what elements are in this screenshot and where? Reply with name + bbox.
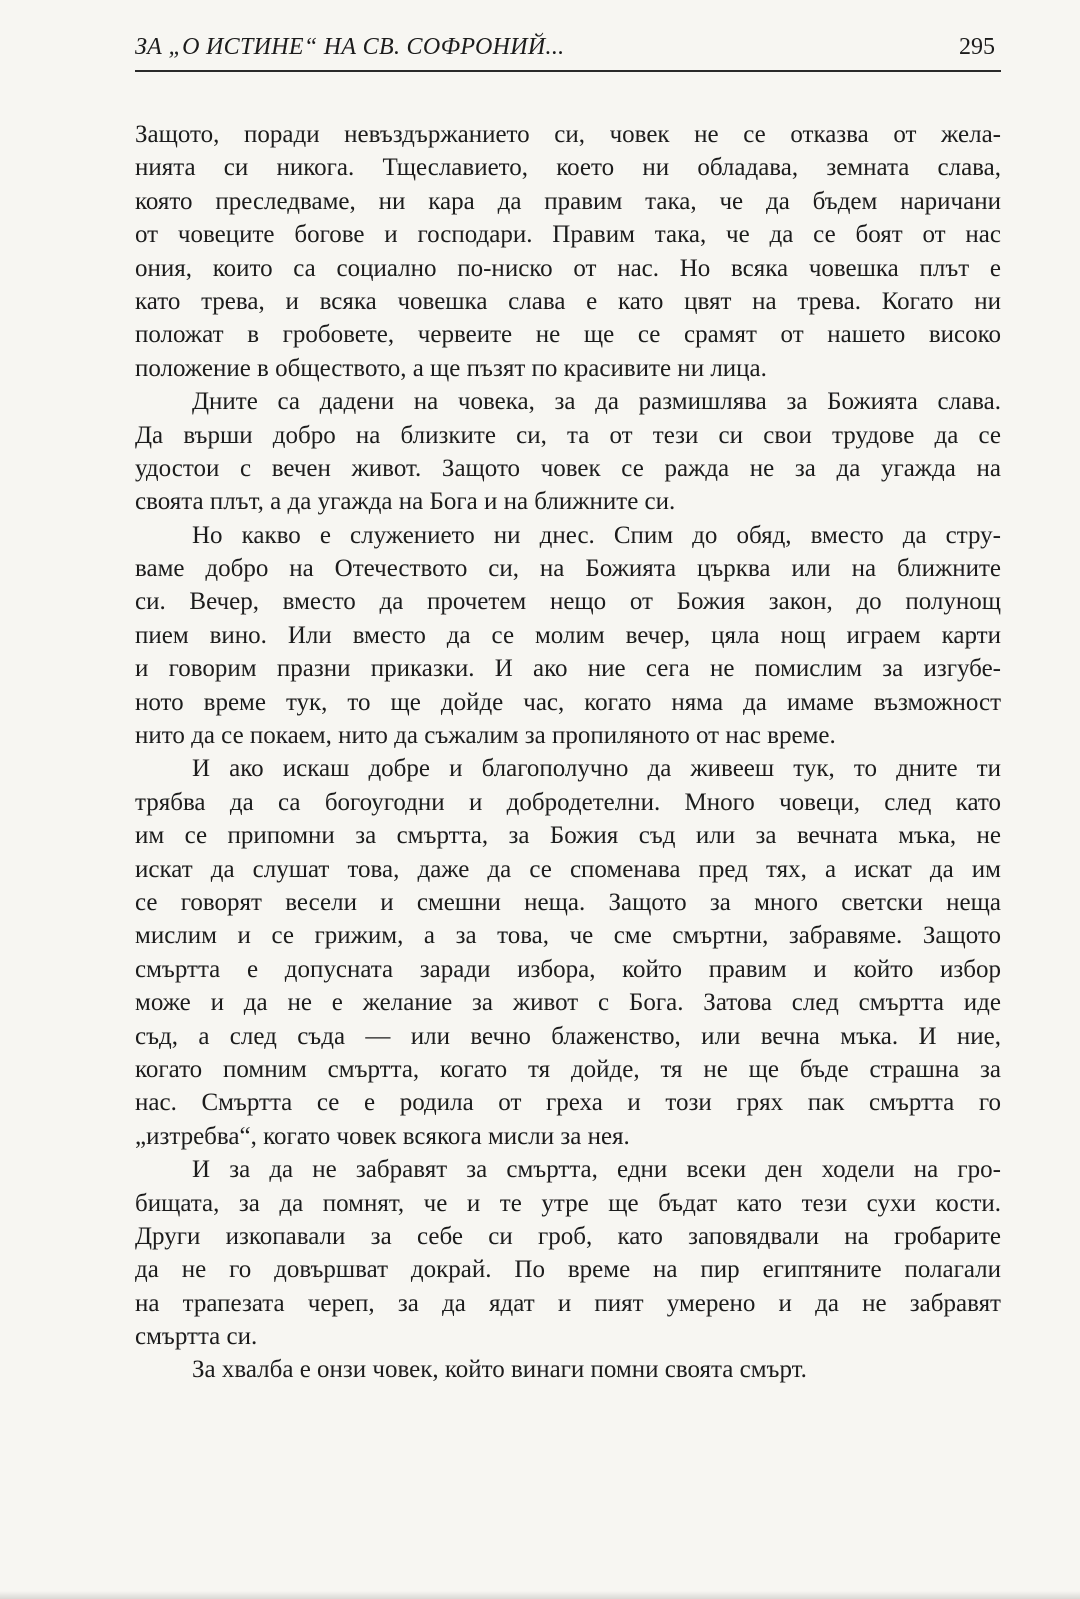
page-number: 295 (959, 34, 995, 60)
text-line: нито да се покаем, нито да съжалим за пропиляното от нас време. (135, 722, 836, 750)
text-line: съд, а след съда — или вечно блаженство, или вечна мъка. И ние, (135, 1022, 1001, 1050)
text-line: им се припомни за смъртта, за Божия съд или за вечната мъка, не (135, 822, 1001, 850)
text-line: мислим и се грижим, а за това, че сме смъртни, забравяме. Защото (135, 922, 1001, 950)
running-header (135, 28, 1001, 72)
text-line: от човеците богове и господари. Правим така, че да се боят от нас (135, 221, 1001, 249)
running-title: ЗА „О ИСТИНЕ“ НА СВ. СОФРОНИЙ... (135, 34, 565, 60)
text-line: ваме добро на Отечеството си, на Божията църква или на ближните (135, 555, 1001, 583)
text-line: бищата, за да помнят, че и те утре ще бъдат като тези сухи кости. (135, 1189, 1001, 1217)
text-line: своята плът, а да угажда на Бога и на ближните си. (135, 488, 676, 516)
text-line: Но какво е служението ни днес. Спим до обяд, вместо да стру- (192, 521, 1001, 549)
text-line: И ако искаш добре и благополучно да живееш тук, то дните ти (192, 755, 1001, 783)
text-line: смъртта си. (135, 1323, 258, 1351)
text-line: Други изкопавали за себе си гроб, като заповядвали на гробарите (135, 1222, 1001, 1250)
body-text (135, 118, 1001, 1387)
text-line: нията си никога. Тщеславието, което ни обладава, земната слава, (135, 154, 1001, 182)
text-line: и говорим празни приказки. И ако ние сега не помислим за изгубе- (135, 655, 1001, 683)
text-line: трябва да са богоугодни и добродетелни. Много човеци, след като (135, 788, 1001, 816)
text-line: на трапезата череп, за да ядат и пият умерено и да не забравят (135, 1289, 1001, 1317)
text-line: може и да не е желание за живот с Бога. Затова след смъртта иде (135, 989, 1001, 1017)
text-line: Защото, поради невъздържанието си, човек не се отказва от жела- (135, 121, 1001, 148)
text-line: пием вино. Или вместо да се молим вечер, цяла нощ играем карти (135, 621, 1001, 649)
text-line: Да върши добро на близките си, та от тези си свои трудове да се (135, 421, 1001, 449)
text-line: положение в обществото, а ще пъзят по красивите ни лица. (135, 354, 767, 382)
text-line: ония, които са социално по-ниско от нас. Но всяка човешка плът е (135, 254, 1001, 282)
text-line: да не го довършват докрай. По време на пир египтяните полагали (135, 1256, 1001, 1284)
text-line: И за да не забравят за смъртта, едни всеки ден ходели на гро- (192, 1156, 1001, 1184)
text-line: Дните са дадени на човека, за да размишлява за Божията слава. (192, 388, 1001, 416)
text-line: смъртта е допусната заради избора, който правим и който избор (135, 955, 1001, 983)
text-line: като трева, и всяка човешка слава е като цвят на трева. Когато ни (135, 287, 1001, 315)
text-line: когато помним смъртта, когато тя дойде, тя не ще бъде страшна за (135, 1055, 1001, 1083)
text-line: се говорят весели и смешни неща. Защото за много светски неща (135, 888, 1001, 916)
page-edge-shadow (0, 1591, 1080, 1599)
text-line: която преследваме, ни кара да правим така, че да бъдем наричани (135, 187, 1001, 215)
text-line: положат в гробовете, червеите не ще се срамят от нашето високо (135, 321, 1001, 349)
text-line: искат да слушат това, даже да се споменава пред тях, а искат да им (135, 855, 1001, 883)
text-line: нас. Смъртта се е родила от греха и този грях пак смъртта го (135, 1089, 1001, 1117)
text-line: „изтребва“, когато човек всякога мисли за нея. (135, 1122, 630, 1150)
text-line: За хвалба е онзи човек, който винаги помни своята смърт. (192, 1356, 807, 1384)
text-line: удостои с вечен живот. Защото човек се ражда не за да угажда на (135, 454, 1001, 482)
text-line: си. Вечер, вместо да прочетем нещо от Божия закон, до полунощ (135, 588, 1001, 616)
text-line: ното време тук, то ще дойде час, когато няма да имаме възможност (135, 688, 1001, 716)
